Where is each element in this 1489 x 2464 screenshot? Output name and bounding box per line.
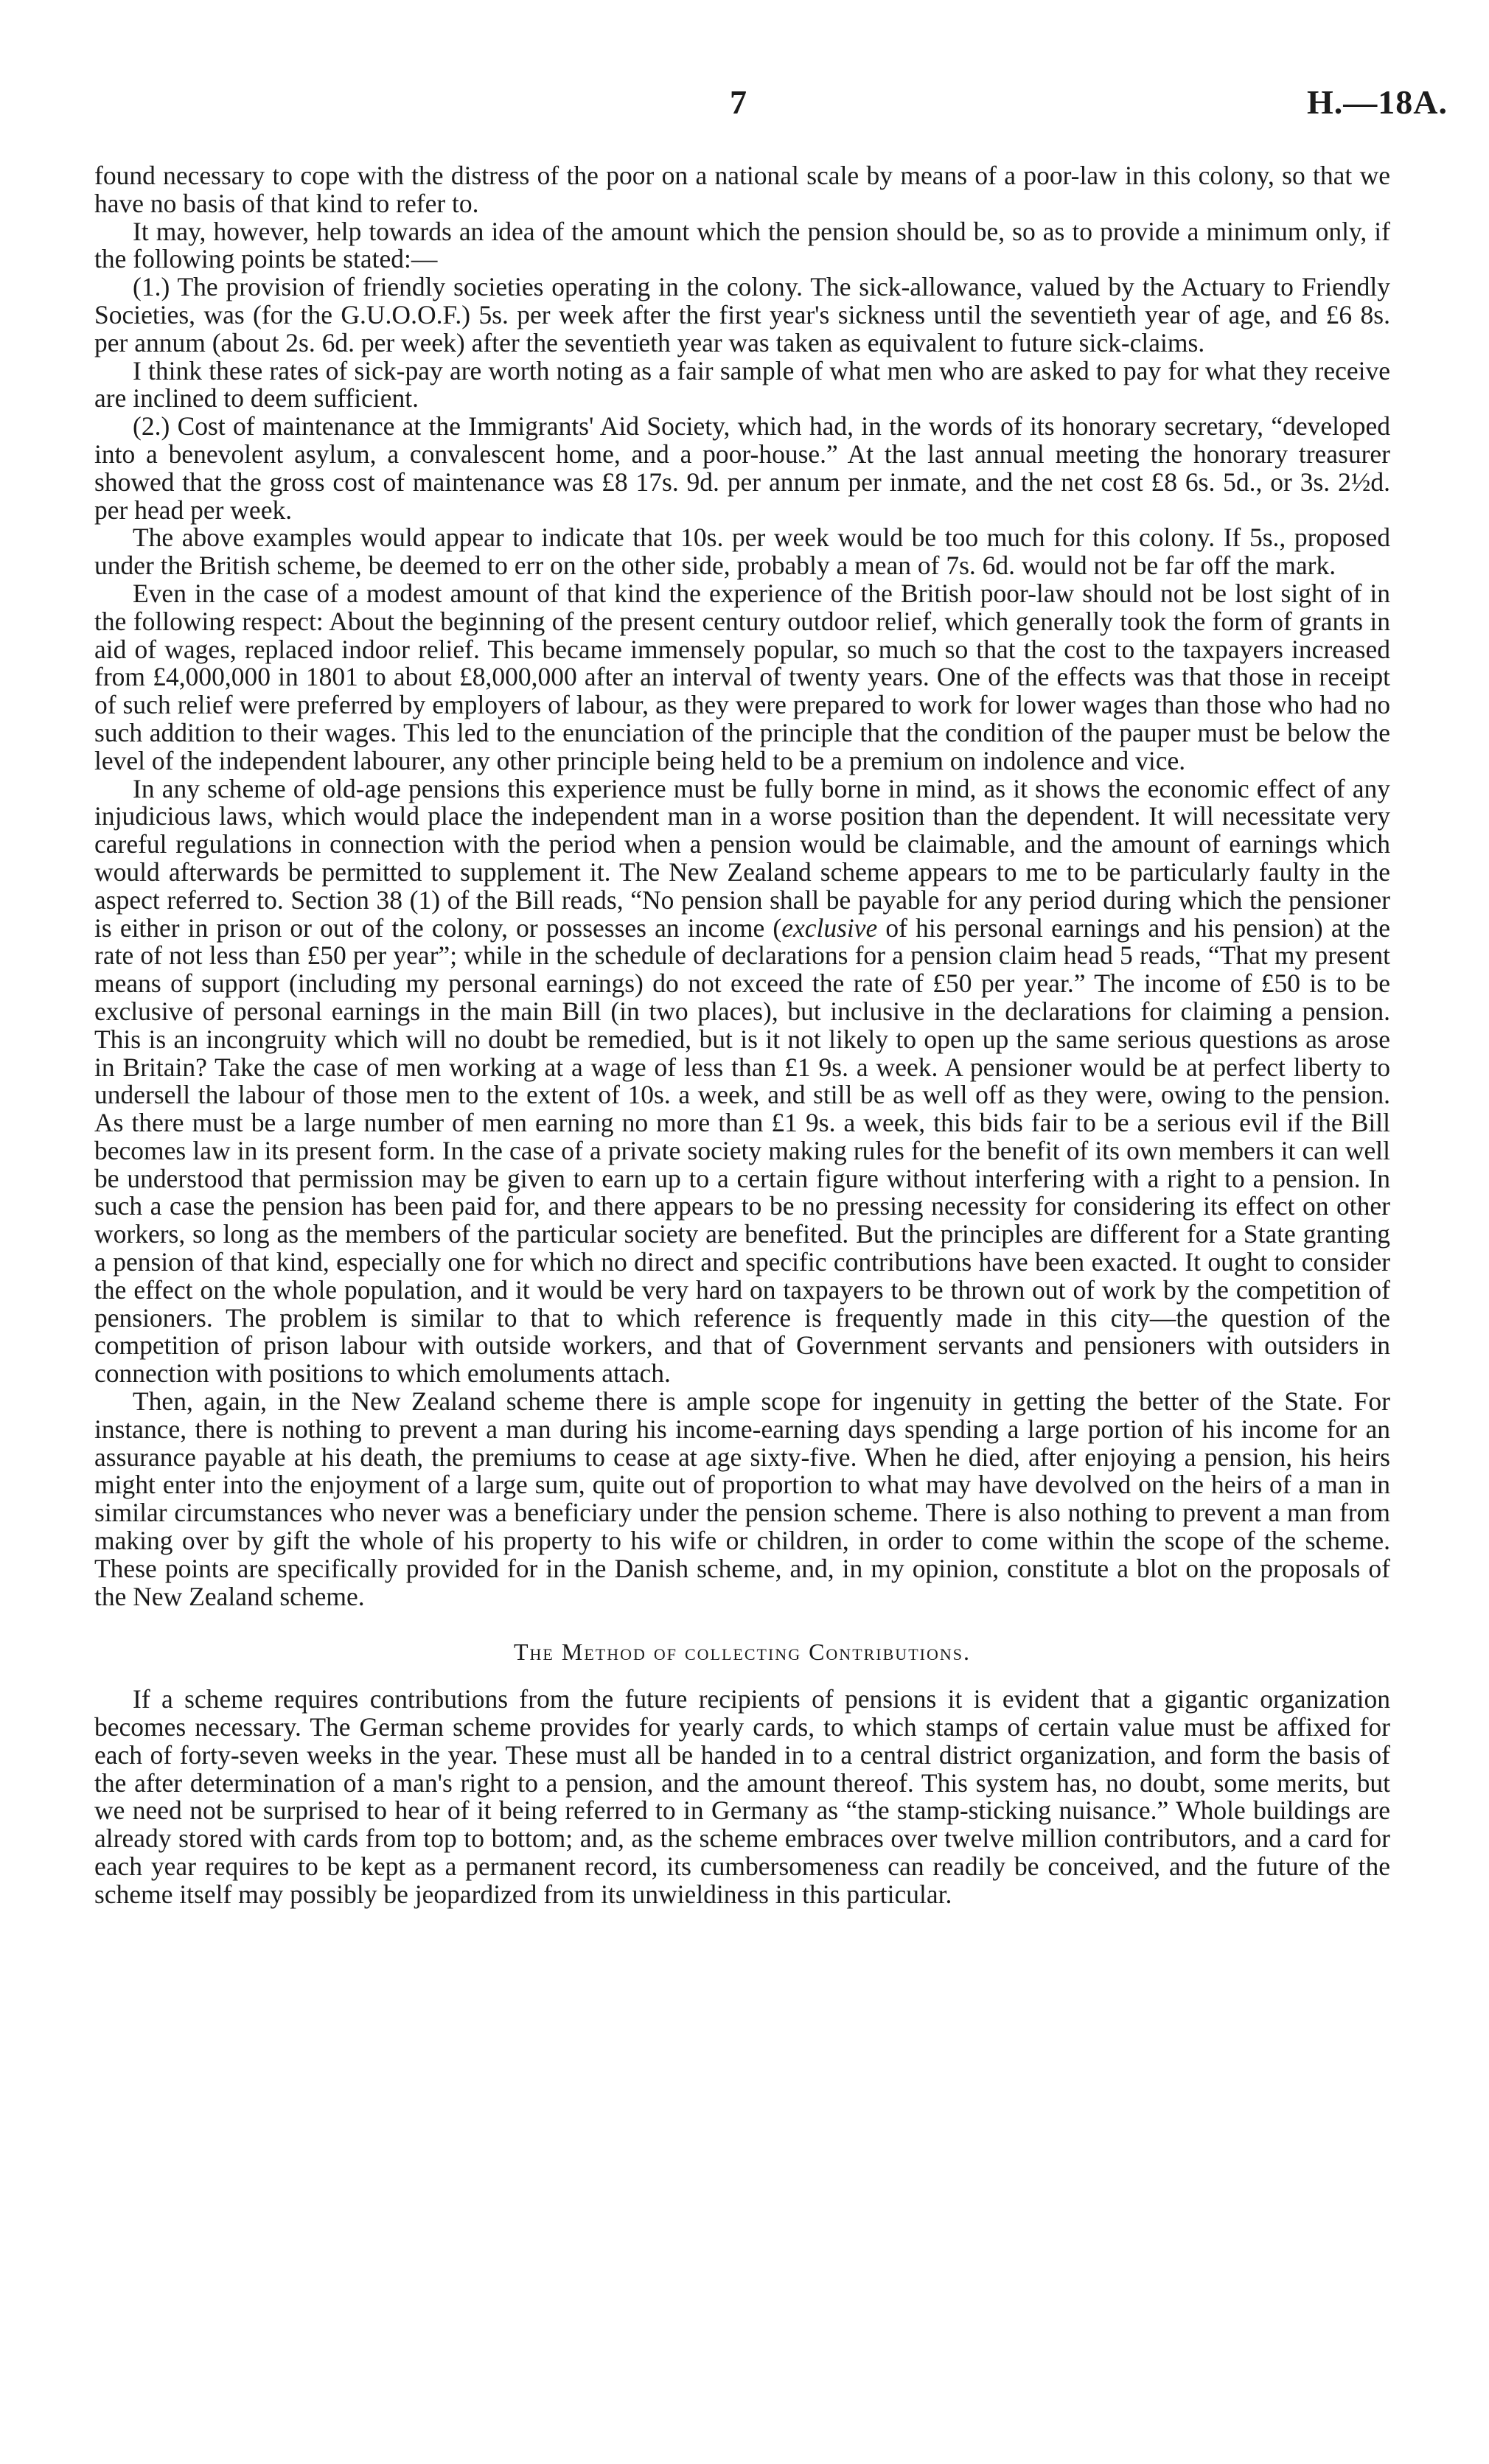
section-heading: The Method of collecting Contributions.: [514, 1638, 971, 1666]
paragraph-friendly-societies: (1.) The provision of friendly societies operating in the colony. The sick-allowance, valued by the Actuary to Friendly Societies, was (for the G.U.O.O.F.) 5s. per week after the first year's sickness until the seventieth year of age, and £6 8s. per annum (about 2s. 6d. per week) after the seventieth year was taken as equivalent to future sick-claims.: [94, 272, 1390, 357]
paragraph-weekly-amount: The above examples would appear to indicate that 10s. per week would be too much for this colony. If 5s., proposed under the British scheme, be deemed to err on the other side, probably a mean of 7s. 6d. would not be far off the mark.: [94, 523, 1390, 581]
document-reference: H.—18A.: [1307, 83, 1448, 121]
paragraph-pension-minimum: It may, however, help towards an idea of the amount which the pension should be, so as to provide a minimum only, if the following points be stated:—: [94, 216, 1390, 274]
paragraph-continued: found necessary to cope with the distress of the poor on a national scale by means of a poor-law in this colony, so that we have no basis of that kind to refer to.: [94, 161, 1390, 218]
paragraph-old-age-pensions: [94, 775, 1390, 1389]
paragraph-new-zealand-scheme: Then, again, in the New Zealand scheme there is ample scope for ingenuity in getting the better of the State. For instance, there is nothing to prevent a man during his income-earning days spending a large portion of his income for an assurance payable at his death, the premiums to cease at age sixty-five. When he died, after enjoying a pension, his heirs might enter into the enjoyment of a large sum, quite out of proportion to what may have devolved on the heirs of a man in similar circumstances who never was a beneficiary under the pension scheme. There is also nothing to prevent a man from making over by gift the whole of his property to his wife or children, in order to come within the scope of the scheme. These points are specifically provided for in the Danish scheme, and, in my opinion, constitute a blot on the proposals of the New Zealand scheme.: [94, 1386, 1390, 1611]
paragraph-immigrants-aid-society: (2.) Cost of maintenance at the Immigrants' Aid Society, which had, in the words of its honorary secretary, “developed into a benevolent asylum, a convalescent home, and a poor-house.” At the last annual meeting the honorary treasurer showed that the gross cost of maintenance was £8 17s. 9d. per annum per inmate, and the net cost £8 6s. 5d., or 3s. 2½d. per head per week.: [94, 411, 1390, 525]
old-age-text-start: In any scheme of old-age pensions this experience must be fully borne in mind, as it shows the economic effect of any injudicious laws, which would place the independent man in a worse position than the dependent. It will necessitate very careful regulations in connection with the period when a pension would be claimable, and the amount of earnings which would afterwards be permitted to supplement it. The New Zealand scheme appears to me to be particularly faulty in the aspect referred to. Section 38 (1) of the Bill reads, “No pension shall be payable for any period during which the pensioner is either in prison or out of the colony, or possesses an income (: [94, 773, 1390, 943]
paragraph-collecting-contributions: If a scheme requires contributions from the future recipients of pensions it is evident that a gigantic organization becomes necessary. The German scheme provides for yearly cards, to which stamps of certain value must be affixed for each of forty-seven weeks in the year. These must all be handed in to a central district organization, and form the basis of the after determination of a man's right to a pension, and the amount thereof. This system has, no doubt, some merits, but we need not be surprised to hear of it being referred to in Germany as “the stamp-sticking nuisance.” Whole buildings are already stored with cards from top to bottom; and, as the scheme embraces over twelve million contributors, and a card for each year requires to be kept as a permanent record, its cumbersomeness can readily be conceived, and the future of the scheme itself may possibly be jeopardized from its unwieldiness in this particular.: [94, 1684, 1390, 1909]
page-number: 7: [730, 83, 747, 121]
paragraph-sick-pay-rates: I think these rates of sick-pay are worth noting as a fair sample of what men who are asked to pay for what they receive are inclined to deem sufficient.: [94, 355, 1390, 413]
page-header: [0, 83, 1489, 134]
old-age-text-end: of his personal earnings and his pension) at the rate of not less than £50 per year”; while in the schedule of declarations for a pension claim head 5 reads, “That my present means of support (including my personal earnings) do not exceed the rate of £50 per year.” The income of £50 is to be exclusive of personal earnings in the main Bill (in two places), but inclusive in the declarations for claiming a pension. This is an incongruity which will no doubt be remedied, but is it not likely to open up the same serious questions as arose in Britain? Take the case of men working at a wage of less than £1 9s. a week. A pensioner would be at perfect liberty to undersell the labour of those men to the extent of 10s. a week, and still be as well off as they were, owing to the pension. As there must be a large number of men earning no more than £1 9s. a week, this bids fair to be a serious evil if the Bill becomes law in its present form. In the case of a private society making rules for the benefit of its own members it can well be understood that permission may be given to earn up to a certain figure without interfering with a right to a pension. In such a case the pension has been paid for, and there appears to be no pressing necessity for considering its effect on other workers, so long as the members of the particular society are benefited. But the principles are different for a State granting a pension of that kind, especially one for which no direct and specific contributions have been exacted. It ought to consider the effect on the whole population, and it would be very hard on taxpayers to be thrown out of work by the competition of pensioners. The problem is similar to that to which reference is frequently made in this city—the question of the competition of prison labour with outside workers, and that of Government servants and pensioners with outsiders in connection with positions to which emoluments attach.: [94, 912, 1390, 1389]
body-text: [94, 162, 1390, 1909]
old-age-text-italic: exclusive: [781, 912, 878, 943]
paragraph-british-poor-law: Even in the case of a modest amount of that kind the experience of the British poor-law should not be lost sight of in the following respect: About the beginning of the present century outdoor relief, which generally took the form of grants in aid of wages, replaced indoor relief. This became immensely popular, so much so that the cost to the taxpayers increased from £4,000,000 in 1801 to about £8,000,000 after an interval of twenty years. One of the effects was that those in receipt of such relief were preferred by employers of labour, as they were prepared to work for lower wages than those who had no such addition to their wages. This led to the enunciation of the principle that the condition of the pauper must be below the level of the independent labourer, any other principle being held to be a premium on indolence and vice.: [94, 578, 1390, 775]
